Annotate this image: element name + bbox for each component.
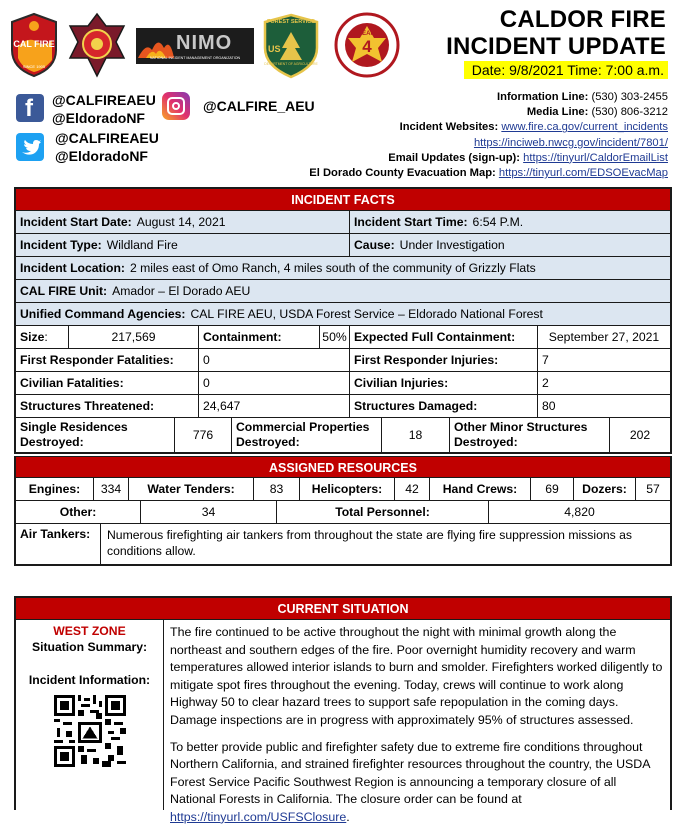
- team-word: TEAM: [358, 31, 376, 37]
- minor-structures-value: 202: [629, 428, 651, 442]
- location-label: Incident Location:: [20, 261, 125, 275]
- air-tankers-value: Numerous firefighting air tankers from throughout the state are flying fire suppression missions as conditions allow.: [107, 528, 632, 558]
- table-row: [16, 349, 670, 372]
- instagram-handle[interactable]: @CALFIRE_AEU: [203, 98, 315, 114]
- minor-structures-label: Other Minor Structures Destroyed:: [450, 418, 610, 452]
- incident-facts-table: [14, 187, 672, 454]
- fr-fatalities-label: First Responder Fatalities:: [16, 349, 199, 371]
- calfire-unit-cell: [16, 280, 670, 302]
- incident-title: [446, 6, 666, 60]
- civ-injuries-value: 2: [542, 376, 549, 390]
- table-row: [16, 372, 670, 395]
- water-tenders-value: 83: [254, 478, 300, 500]
- size-label-cell: [16, 326, 69, 348]
- location-cell: [16, 257, 670, 279]
- facebook-handle-1[interactable]: @CALFIREAEU: [52, 92, 156, 108]
- email-updates-label: Email Updates (sign-up):: [388, 151, 521, 164]
- situation-paragraph-2: To better provide public and firefighter safety due to extreme fire conditions throughout Northern California, and strained firefighter resources throughout the country, the USDA Forest Service Pacific Southwest Region is announcing a temporary closure of all National Forests in California. The closure order can be found at: [170, 739, 650, 807]
- fr-injuries-value: 7: [542, 353, 549, 367]
- cause-label: Cause:: [354, 238, 395, 252]
- closure-order-link[interactable]: https://tinyurl.com/USFSClosure: [170, 809, 347, 824]
- expected-containment-label: Expected Full Containment:: [350, 326, 538, 348]
- civ-injuries-label: Civilian Injuries:: [350, 372, 538, 394]
- website-link-1[interactable]: www.fire.ca.gov/current_incidents: [501, 121, 668, 134]
- hand-crews-label: Hand Crews:: [430, 478, 531, 500]
- total-personnel-label: Total Personnel:: [277, 501, 489, 523]
- title-line-2: INCIDENT UPDATE: [446, 33, 666, 60]
- cal-fire-team-logo: [66, 12, 128, 78]
- table-row: [16, 478, 670, 501]
- facebook-handle-2[interactable]: @EldoradoNF: [52, 110, 145, 126]
- table-row: [16, 280, 670, 303]
- table-row: [16, 524, 670, 564]
- containment-label: Containment:: [199, 326, 320, 348]
- commercial-label: Commercial Properties Destroyed:: [232, 418, 382, 452]
- table-row: [16, 234, 670, 257]
- media-line-label: Media Line:: [526, 106, 589, 119]
- situation-paragraph-2-wrap: [170, 739, 664, 827]
- calfire-logo-subtext: SINCE 1905: [22, 64, 46, 69]
- calfire-logo-text: CAL FIRE: [13, 39, 55, 49]
- assigned-resources-header: ASSIGNED RESOURCES: [16, 456, 670, 478]
- fr-injuries-label: First Responder Injuries:: [350, 349, 538, 371]
- information-line-value: (530) 303-2455: [591, 91, 668, 103]
- facebook-handles: [52, 91, 156, 127]
- fr-fatalities-value: 0: [199, 349, 350, 371]
- situation-paragraph-1: The fire continued to be active throughout the night with minimal growth along the northeast and southern edges of the fire. Poor overnight humidity recovery and warm temperatures allowed interior islands to burn and smolder. Firefighters worked diligently to mitigate spot fires throughout the evening. Today, crews will continue to work along Highway 50 to clear hazard trees to support safe repopulation in the coming days. Damage inspections are in progress with approximately 95% of structures assessed.: [170, 625, 663, 727]
- size-label: Size: [20, 330, 45, 344]
- evacuation-map-label: El Dorado County Evacuation Map:: [309, 167, 496, 180]
- forest-service-bottom-text: DEPARTMENT OF AGRICULTURE: [264, 62, 318, 66]
- other-label: Other:: [16, 501, 141, 523]
- helicopters-value: 42: [395, 478, 430, 500]
- date-time-banner: Date: 9/8/2021 Time: 7:00 a.m.: [464, 61, 668, 79]
- incident-websites-label: Incident Websites:: [399, 121, 499, 134]
- incident-type-cell: [16, 234, 350, 256]
- table-row: [16, 326, 670, 349]
- threatened-value: 24,647: [199, 395, 350, 417]
- helicopters-label: Helicopters:: [300, 478, 395, 500]
- interagency-team-4-logo: [334, 12, 400, 78]
- table-row: [16, 257, 670, 280]
- start-time-value: 6:54 P.M.: [472, 215, 524, 229]
- title-line-1: CALDOR FIRE: [499, 6, 666, 33]
- nimo-logo-subtext: NATIONAL INCIDENT MANAGEMENT ORGANIZATION: [149, 56, 241, 60]
- incident-websites: [309, 120, 668, 135]
- media-line: [309, 105, 668, 120]
- single-residences-label: Single Residences Destroyed:: [16, 418, 175, 452]
- website-link-2[interactable]: https://inciweb.nwcg.gov/incident/7801/: [473, 136, 668, 149]
- situation-sidebar: [16, 620, 164, 810]
- engines-value: 334: [94, 478, 129, 500]
- damaged-value: 80: [542, 399, 556, 413]
- water-tenders-label: Water Tenders:: [129, 478, 254, 500]
- threatened-label: Structures Threatened:: [16, 395, 199, 417]
- twitter-handle-2[interactable]: @EldoradoNF: [55, 148, 148, 164]
- total-personnel-value: 4,820: [564, 505, 595, 519]
- email-signup-link[interactable]: https://tinyurl/CaldorEmailList: [523, 151, 668, 164]
- calfire-unit-label: CAL FIRE Unit:: [20, 284, 108, 298]
- damaged-label: Structures Damaged:: [350, 395, 538, 417]
- other-value: 34: [141, 501, 277, 523]
- twitter-icon[interactable]: [16, 133, 44, 161]
- calfire-unit-value: Amador – El Dorado AEU: [112, 284, 251, 298]
- unified-command-cell: [16, 303, 670, 325]
- facebook-icon[interactable]: f: [16, 94, 44, 122]
- start-date-label: Incident Start Date:: [20, 215, 132, 229]
- expected-containment-value: September 27, 2021: [548, 330, 660, 344]
- cause-cell: [350, 234, 670, 256]
- start-time-label: Incident Start Time:: [354, 215, 468, 229]
- start-date-value: August 14, 2021: [136, 215, 226, 229]
- forest-service-logo: [262, 14, 320, 78]
- nimo-logo: [136, 28, 254, 64]
- start-time-cell: [350, 211, 670, 233]
- team-number: 4: [362, 37, 372, 56]
- unified-command-label: Unified Command Agencies:: [20, 307, 186, 321]
- west-zone-label: WEST ZONE: [53, 624, 126, 638]
- air-tankers-label: Air Tankers:: [16, 524, 101, 564]
- engines-label: Engines:: [16, 478, 94, 500]
- instagram-icon[interactable]: [162, 92, 190, 120]
- location-value: 2 miles east of Omo Ranch, 4 miles south of the community of Grizzly Flats: [129, 261, 536, 275]
- calfire-logo: [8, 12, 60, 78]
- table-row: [16, 395, 670, 418]
- current-situation-table: [14, 596, 672, 824]
- incident-information-label: Incident Information:: [28, 673, 151, 687]
- dozers-value: 57: [646, 482, 660, 496]
- situation-body: [16, 620, 670, 824]
- contact-info: [309, 90, 668, 181]
- table-row: [16, 418, 670, 452]
- unified-command-value: CAL FIRE AEU, USDA Forest Service – Eldorado National Forest: [190, 307, 543, 321]
- cause-value: Under Investigation: [399, 238, 505, 252]
- forest-service-top-text: FOREST SERVICE: [267, 19, 315, 25]
- table-row: [16, 211, 670, 234]
- incident-type-value: Wildland Fire: [106, 238, 178, 252]
- containment-value: 50%: [320, 326, 350, 348]
- current-situation-header: CURRENT SITUATION: [16, 598, 670, 620]
- email-updates: [309, 151, 668, 166]
- civ-fatalities-label: Civilian Fatalities:: [16, 372, 199, 394]
- table-row: [16, 501, 670, 524]
- closure-period: .: [346, 809, 350, 824]
- civ-fatalities-value: 0: [199, 372, 350, 394]
- qr-code[interactable]: [54, 695, 126, 767]
- twitter-handles: [55, 129, 159, 165]
- dozers-label: Dozers:: [574, 478, 636, 500]
- forest-service-letters: US: [268, 44, 281, 54]
- media-line-value: (530) 806-3212: [591, 106, 668, 119]
- size-colon: :: [44, 330, 48, 344]
- nimo-logo-text: NIMO: [176, 32, 233, 54]
- hand-crews-value: 69: [531, 478, 574, 500]
- situation-summary-label: Situation Summary:: [31, 640, 148, 654]
- commercial-value: 18: [382, 418, 450, 452]
- evacuation-map: [309, 166, 668, 181]
- situation-text: [164, 620, 670, 824]
- single-residences-value: 776: [175, 418, 232, 452]
- table-row: [16, 303, 670, 326]
- incident-type-label: Incident Type:: [20, 238, 102, 252]
- information-line-label: Information Line:: [497, 91, 589, 103]
- information-line: [309, 90, 668, 105]
- start-date-cell: [16, 211, 350, 233]
- incident-facts-header: INCIDENT FACTS: [16, 189, 670, 211]
- assigned-resources-table: [14, 456, 672, 566]
- twitter-handle-1[interactable]: @CALFIREAEU: [55, 130, 159, 146]
- size-value: 217,569: [69, 326, 199, 348]
- evacuation-map-link[interactable]: https://tinyurl.com/EDSOEvacMap: [498, 167, 668, 180]
